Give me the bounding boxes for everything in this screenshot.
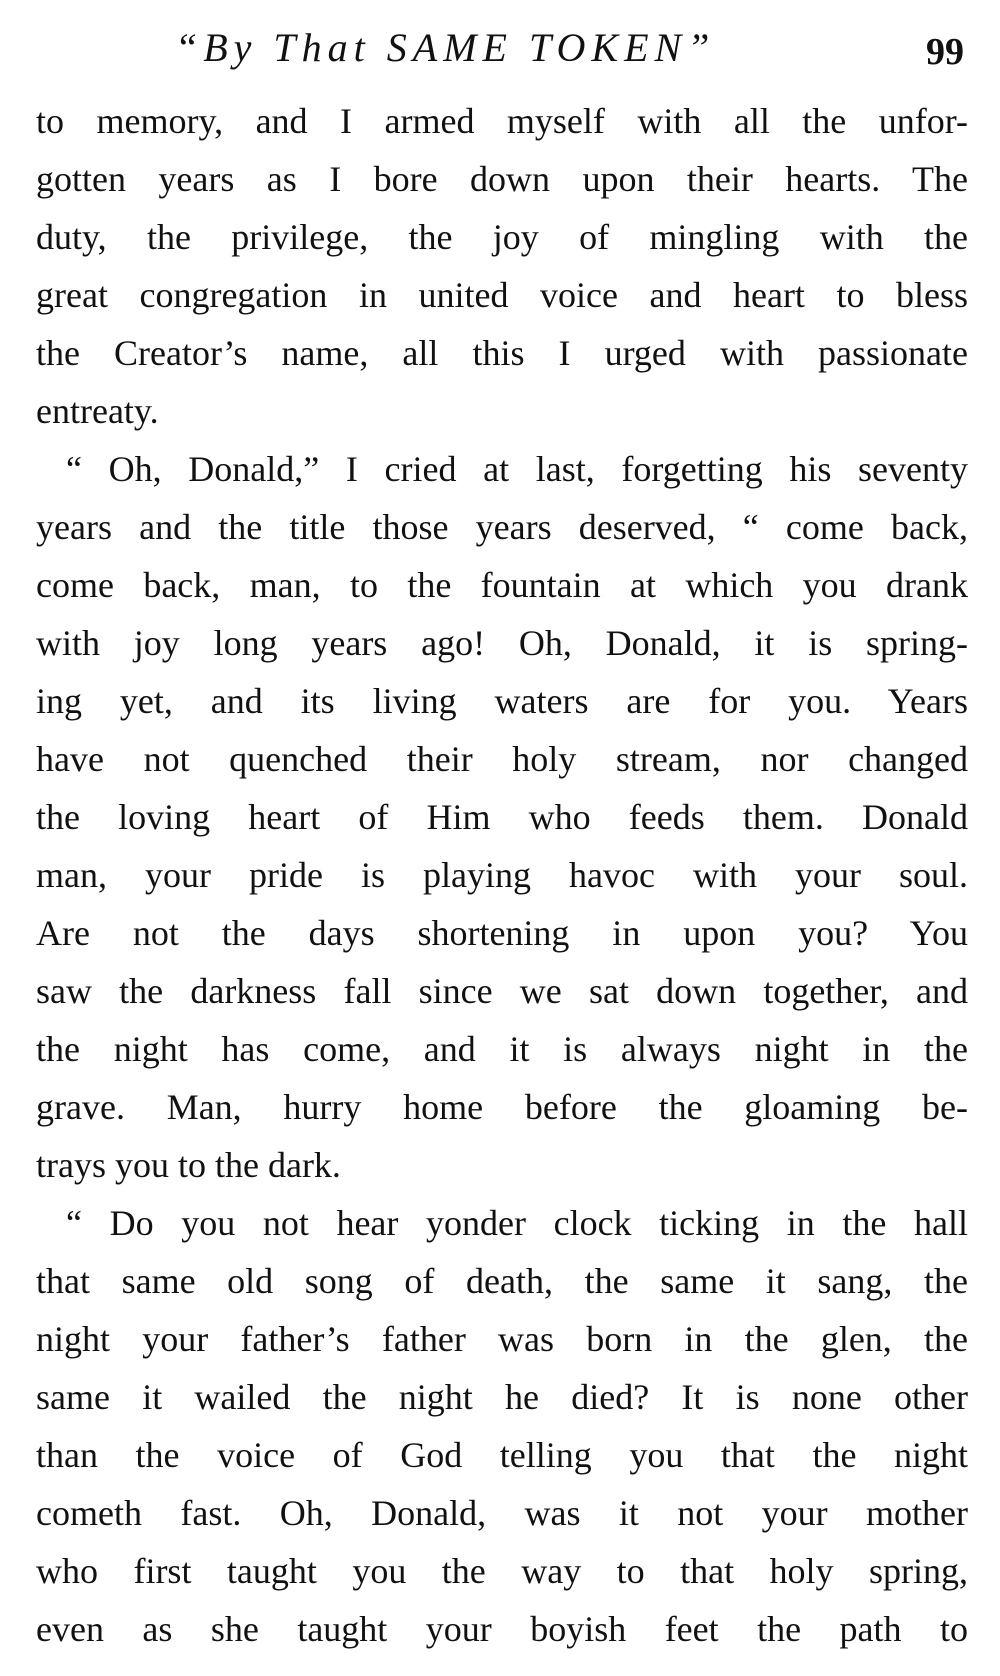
text-line: the night has come, and it is always night in the — [36, 1029, 968, 1069]
text-line: who first taught you the way to that holy spring, — [36, 1551, 968, 1591]
text-line: the loving heart of Him who feeds them. Donald — [36, 797, 968, 837]
text-line: saw the darkness fall since we sat down together, and — [36, 971, 968, 1011]
text-line: man, your pride is playing havoc with your soul. — [36, 855, 968, 895]
text-line: that same old song of death, the same it sang, the — [36, 1261, 968, 1301]
text-line: gotten years as I bore down upon their hearts. The — [36, 159, 968, 199]
text-line: years and the title those years deserved, “ come back, — [36, 507, 968, 547]
text-line: duty, the privilege, the joy of mingling with the — [36, 217, 968, 257]
text-line: than the voice of God telling you that the night — [36, 1435, 968, 1475]
text-line: grave. Man, hurry home before the gloaming be- — [36, 1087, 968, 1127]
text-line: trays you to the dark. — [36, 1145, 341, 1185]
text-line: come back, man, to the fountain at which you drank — [36, 565, 968, 605]
text-line: the Creator’s name, all this I urged with passionate — [36, 333, 968, 373]
text-line: have not quenched their holy stream, nor changed — [36, 739, 968, 779]
text-line: even as she taught your boyish feet the path to — [36, 1609, 968, 1649]
text-line: “ Oh, Donald,” I cried at last, forgetting his seventy — [66, 449, 968, 489]
body-text — [36, 92, 968, 1658]
text-line: “ Do you not hear yonder clock ticking in the hall — [66, 1203, 968, 1243]
text-line: entreaty. — [36, 391, 159, 431]
text-line: night your father’s father was born in the glen, the — [36, 1319, 968, 1359]
text-line: to memory, and I armed myself with all the unfor- — [36, 101, 968, 141]
text-line: Are not the days shortening in upon you? You — [36, 913, 968, 953]
text-line: cometh fast. Oh, Donald, was it not your mother — [36, 1493, 968, 1533]
text-line: great congregation in united voice and heart to bless — [36, 275, 968, 315]
text-line: with joy long years ago! Oh, Donald, it is spring- — [36, 623, 968, 663]
text-line: same it wailed the night he died? It is none other — [36, 1377, 968, 1417]
text-line: ing yet, and its living waters are for you. Years — [36, 681, 968, 721]
page-number: 99 — [926, 31, 964, 73]
running-head — [0, 18, 1000, 78]
running-title: “By That SAME TOKEN” — [175, 25, 716, 70]
